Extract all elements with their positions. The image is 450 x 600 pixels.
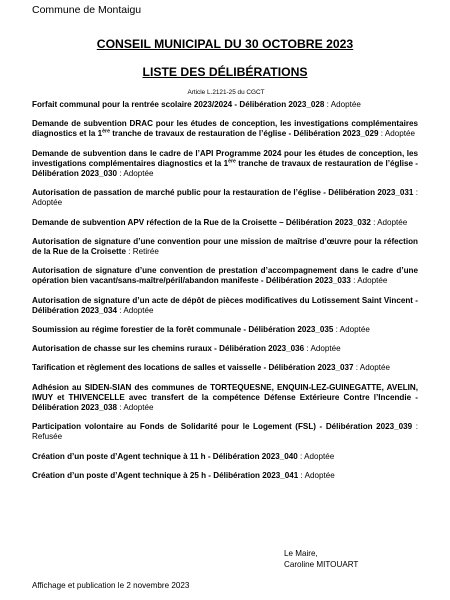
item-title: Autorisation de signature d’un acte de dépôt de pièces modificatives du Lotissement Saint Vincent - Délibération 2023_034 [32, 295, 418, 315]
item-title: Adhésion au SIDEN-SIAN des communes de TORTEQUESNE, ENQUIN-LEZ-GUINEGATTE, AVELIN, IWUY et THIVENCELLE avec transfert de la compétence Défense Extérieure Contre l’Incendie - Délibération 2023_038 [32, 382, 418, 413]
commune-name: Commune de Montaigu [32, 4, 142, 16]
item-title: Création d’un poste d’Agent technique à 11 h - Délibération 2023_040 [32, 451, 298, 461]
signature-block [284, 548, 358, 570]
list-item [32, 452, 418, 462]
page-title: CONSEIL MUNICIPAL DU 30 OCTOBRE 2023 [96, 37, 354, 51]
item-title: Participation volontaire au Fonds de Solidarité pour le Logement (FSL) - Délibération 2023_039 [32, 422, 413, 432]
item-title: Soumission au régime forestier de la forêt communale - Délibération 2023_035 [32, 325, 334, 335]
signature-title: Le Maire, [284, 549, 318, 558]
list-item [32, 266, 418, 286]
item-status: : Adoptée [378, 129, 415, 139]
item-title: Autorisation de chasse sur les chemins ruraux - Délibération 2023_036 [32, 344, 305, 354]
item-status: : Adoptée [353, 363, 390, 373]
item-status: : Adoptée [324, 100, 361, 109]
list-item [32, 296, 418, 316]
item-status: : Adoptée [32, 188, 418, 208]
list-item [32, 471, 418, 481]
item-status: : Adoptée [117, 403, 154, 413]
item-status: : Retirée [126, 247, 159, 257]
item-status: : Adoptée [370, 217, 408, 227]
item-title: Tarification et règlement des locations de salles et vaisselle - Délibération 2023_037 [32, 363, 354, 373]
item-title: Demande de subvention dans le cadre de l’API Programme 2024 pour les études de conception, les investigations complémentaires diagnostics et la 1 [32, 148, 418, 168]
list-item [32, 149, 418, 180]
list-item [32, 344, 418, 354]
list-item [32, 119, 418, 139]
item-title: Autorisation de signature d’une convention pour une mission de maîtrise d’œuvre pour la réfection de la Rue de la Croisette [32, 236, 418, 257]
list-item [32, 237, 418, 257]
item-status: : Refusée [32, 422, 418, 442]
item-status: : Adoptée [117, 305, 154, 315]
deliberations-list [32, 100, 418, 490]
item-superscript: ère [228, 158, 236, 165]
list-item [32, 100, 418, 110]
item-title: Demande de subvention DRAC pour les études de conception, les investigations complémentaires diagnostics et la 1 [32, 119, 418, 139]
item-title-cont: tranche de travaux de restauration de l’église - Délibération 2023_030 [32, 158, 418, 179]
publication-footer: Affichage et publication le 2 novembre 2023 [32, 581, 190, 590]
item-title-cont: tranche de travaux de restauration de l’église - Délibération 2023_029 [109, 129, 379, 139]
item-title: Forfait communal pour la rentrée scolaire 2023/2024 - Délibération 2023_028 [32, 100, 325, 109]
item-title: Autorisation de passation de marché public pour la restauration de l’église - Délibération 2023_031 [32, 188, 414, 198]
item-title: Création d’un poste d’Agent technique à 25 h - Délibération 2023_041 [32, 470, 299, 480]
article-reference: Article L.2121-25 du CGCT [187, 89, 265, 96]
item-title: Autorisation de signature d’une convention de prestation d’accompagnement dans le cadre d’une opération bien vacant/sans-maître/péril/abandon manifeste - Délibération 2023_033 [32, 266, 418, 286]
list-item [32, 188, 418, 208]
item-status: : Adoptée [297, 451, 335, 461]
item-status: : Adoptée [117, 169, 154, 179]
item-status: : Adoptée [298, 470, 335, 480]
list-item [32, 325, 418, 335]
list-item [32, 218, 418, 228]
page-subtitle: LISTE DES DÉLIBÉRATIONS [142, 65, 308, 79]
signature-name: Caroline MITOUART [284, 560, 359, 569]
item-superscript: ère [102, 128, 110, 135]
item-status: : Adoptée [350, 276, 388, 286]
list-item [32, 422, 418, 442]
item-status: : Adoptée [333, 325, 370, 335]
list-item [32, 383, 418, 414]
list-item [32, 363, 418, 373]
item-status: : Adoptée [304, 344, 341, 354]
item-title: Demande de subvention APV réfection de la Rue de la Croisette – Délibération 2023_032 [32, 217, 371, 227]
